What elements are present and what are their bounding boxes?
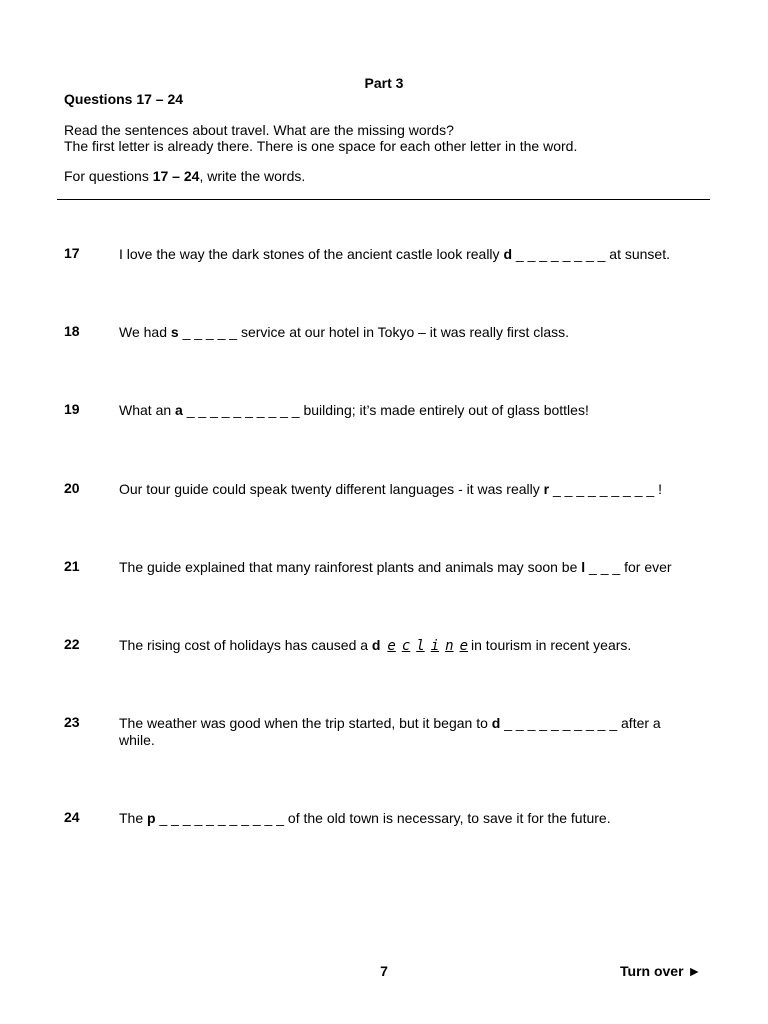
instruction-line-2: The first letter is already there. There is one space for each other letter in the word. — [64, 138, 578, 154]
handwritten-letter: e — [459, 638, 468, 654]
question-number: 23 — [64, 714, 80, 730]
instruction-line-1: Read the sentences about travel. What are the missing words? — [64, 122, 454, 138]
question-17-text — [119, 246, 689, 263]
handwritten-letter: n — [445, 638, 454, 654]
question-22-text — [119, 637, 689, 655]
question-text-before: We had — [119, 324, 171, 340]
question-19-text — [119, 402, 689, 419]
handwritten-letter: l — [416, 638, 425, 654]
question-number: 18 — [64, 323, 80, 339]
question-text-before: The — [119, 810, 148, 826]
question-24-text — [119, 810, 689, 827]
question-number: 19 — [64, 401, 80, 417]
question-text-after: at sunset. — [609, 246, 670, 262]
first-letter: a — [175, 402, 183, 418]
part-title: Part 3 — [364, 75, 404, 91]
handwritten-answer[interactable] — [384, 637, 471, 653]
question-text-after: for ever — [624, 559, 672, 575]
question-number: 20 — [64, 480, 80, 496]
question-number: 17 — [64, 245, 80, 261]
questions-heading: Questions 17 – 24 — [64, 91, 184, 107]
turn-over-label: Turn over ► — [620, 963, 702, 979]
answer-blanks[interactable]: _ _ _ _ _ _ _ _ _ _ _ — [155, 810, 288, 826]
question-23-text — [119, 715, 689, 749]
question-text-after: ! — [658, 481, 662, 497]
question-number: 22 — [64, 636, 80, 652]
question-21-text — [119, 559, 689, 576]
question-text-after: of the old town is necessary, to save it for the future. — [287, 810, 611, 826]
answer-blanks[interactable]: _ _ _ _ _ _ _ _ _ — [549, 481, 659, 497]
first-letter: d — [491, 715, 501, 731]
first-letter: p — [147, 810, 156, 826]
question-text-after: after a while. — [119, 715, 661, 748]
question-text-before: I love the way the dark stones of the ancient castle look really — [119, 246, 504, 262]
first-letter: l — [581, 559, 586, 575]
question-number: 24 — [64, 809, 80, 825]
first-letter: s — [170, 324, 179, 340]
instruction-line-3-suffix: , write the words. — [199, 168, 306, 184]
question-18-text — [119, 324, 689, 341]
answer-blanks[interactable]: _ _ _ _ _ _ _ _ — [512, 246, 610, 262]
first-letter: d — [371, 637, 381, 653]
instruction-line-3-prefix: For questions — [64, 168, 153, 184]
question-text-before: The weather was good when the trip started, but it began to — [119, 715, 492, 731]
divider-rule — [57, 199, 710, 200]
answer-blanks[interactable]: _ _ _ _ _ _ _ _ _ _ — [500, 715, 622, 731]
first-letter: r — [543, 481, 550, 497]
question-text-before: The rising cost of holidays has caused a — [119, 637, 372, 653]
question-text-after: building; it’s made entirely out of glass bottles! — [303, 402, 589, 418]
answer-blanks[interactable]: _ _ _ _ _ — [178, 324, 241, 340]
answer-blanks[interactable]: _ _ _ — [585, 559, 625, 575]
handwritten-letter: e — [387, 638, 396, 654]
question-text-after: service at our hotel in Tokyo – it was really first class. — [240, 324, 570, 340]
handwritten-letter: c — [401, 638, 411, 654]
handwritten-letter: i — [430, 638, 440, 654]
first-letter: d — [503, 246, 512, 262]
instruction-line-3-range: 17 – 24 — [152, 168, 200, 184]
instruction-line-3 — [64, 168, 305, 184]
question-text-after: in tourism in recent years. — [471, 637, 632, 653]
question-text-before: Our tour guide could speak twenty different languages - it was really — [119, 481, 544, 497]
question-text-before: What an — [119, 402, 176, 418]
answer-blanks[interactable]: _ _ _ _ _ _ _ _ _ _ — [182, 402, 304, 418]
question-number: 21 — [64, 558, 80, 574]
page-number: 7 — [380, 963, 388, 979]
question-20-text — [119, 481, 689, 498]
question-text-before: The guide explained that many rainforest plants and animals may soon be — [119, 559, 582, 575]
